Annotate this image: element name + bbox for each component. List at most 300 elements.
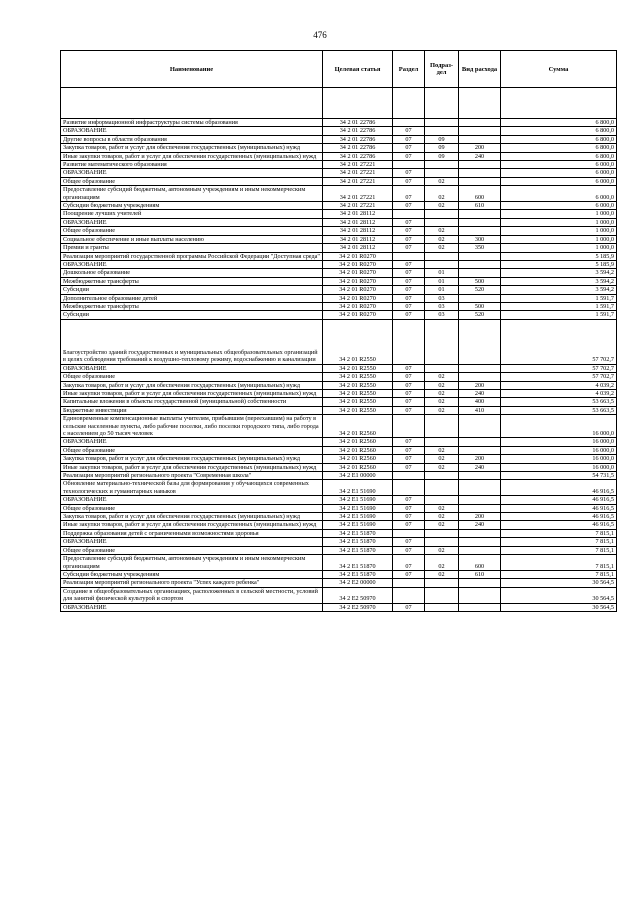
cell-section: 07 — [393, 446, 425, 454]
table-row — [61, 480, 617, 496]
cell-expense-type — [459, 127, 501, 135]
table-row — [61, 529, 617, 537]
table-row — [61, 555, 617, 571]
cell-section: 07 — [393, 144, 425, 152]
cell-amount: 30 564,5 — [501, 587, 617, 603]
cell-section: 07 — [393, 538, 425, 546]
cell-code: 34 2 01 R0270 — [323, 277, 393, 285]
cell-subsection — [425, 538, 459, 546]
cell-subsection: 02 — [425, 446, 459, 454]
cell-subsection: 03 — [425, 294, 459, 302]
cell-expense-type — [459, 538, 501, 546]
cell-code: 34 2 01 R2560 — [323, 446, 393, 454]
cell-subsection: 01 — [425, 277, 459, 285]
cell-subsection: 09 — [425, 135, 459, 143]
cell-amount: 53 663,5 — [501, 398, 617, 406]
cell-subsection: 02 — [425, 244, 459, 252]
cell-subsection: 02 — [425, 398, 459, 406]
cell-amount: 1 000,0 — [501, 235, 617, 243]
cell-amount: 6 000,0 — [501, 169, 617, 177]
cell-name: Иные закупки товаров, работ и услуг для обеспечения государственных (муниципальных) нужд — [61, 152, 323, 160]
table-row — [61, 186, 617, 202]
cell-subsection — [425, 603, 459, 611]
cell-code: 34 2 01 R2560 — [323, 463, 393, 471]
header-name: Наименование — [61, 51, 323, 88]
cell-subsection — [425, 415, 459, 438]
cell-expense-type: 520 — [459, 311, 501, 319]
cell-name: Общее образование — [61, 446, 323, 454]
cell-subsection — [425, 218, 459, 226]
table-row — [61, 144, 617, 152]
cell-subsection: 02 — [425, 373, 459, 381]
cell-section — [393, 415, 425, 438]
cell-name: ОБРАЗОВАНИЕ — [61, 603, 323, 611]
cell-amount: 46 916,5 — [501, 504, 617, 512]
cell-code: 34 2 E1 51690 — [323, 521, 393, 529]
cell-section: 07 — [393, 177, 425, 185]
header-expense-type: Вид расхода — [459, 51, 501, 88]
cell-subsection — [425, 119, 459, 127]
cell-code: 34 2 E1 51870 — [323, 546, 393, 554]
cell-section: 07 — [393, 555, 425, 571]
cell-amount: 16 000,0 — [501, 415, 617, 438]
cell-subsection: 02 — [425, 381, 459, 389]
budget-table — [60, 50, 617, 612]
cell-section: 07 — [393, 570, 425, 578]
cell-subsection: 09 — [425, 152, 459, 160]
cell-code: 34 2 E1 51870 — [323, 538, 393, 546]
cell-subsection: 02 — [425, 513, 459, 521]
cell-subsection: 02 — [425, 227, 459, 235]
table-row — [61, 579, 617, 587]
cell-amount: 16 000,0 — [501, 446, 617, 454]
cell-name: ОБРАЗОВАНИЕ — [61, 260, 323, 268]
cell-expense-type — [459, 210, 501, 218]
cell-expense-type — [459, 135, 501, 143]
cell-section — [393, 119, 425, 127]
table-row — [61, 260, 617, 268]
cell-code: 34 2 01 28112 — [323, 244, 393, 252]
cell-amount: 6 800,0 — [501, 135, 617, 143]
cell-code: 34 2 01 R0270 — [323, 311, 393, 319]
cell-name: Обновление материально-технической базы для формирования у обучающихся современных технологических и гуманитарных навыков — [61, 480, 323, 496]
cell-subsection — [425, 364, 459, 372]
cell-code: 34 2 01 22786 — [323, 119, 393, 127]
cell-subsection — [425, 472, 459, 480]
cell-name: Субсидии — [61, 286, 323, 294]
cell-subsection: 02 — [425, 546, 459, 554]
cell-expense-type: 610 — [459, 202, 501, 210]
table-row — [61, 546, 617, 554]
cell-code: 34 2 01 27221 — [323, 177, 393, 185]
table-row — [61, 381, 617, 389]
table-row — [61, 202, 617, 210]
table-row — [61, 319, 617, 364]
cell-name: Развитие информационной инфраструктуры системы образования — [61, 119, 323, 127]
table-row — [61, 119, 617, 127]
cell-amount: 7 815,1 — [501, 529, 617, 537]
cell-name: Иные закупки товаров, работ и услуг для обеспечения государственных (муниципальных) нужд — [61, 463, 323, 471]
cell-expense-type — [459, 472, 501, 480]
cell-section: 07 — [393, 546, 425, 554]
cell-name: Реализация мероприятий государственной программы Российской Федерации "Доступная среда" — [61, 252, 323, 260]
cell-name: ОБРАЗОВАНИЕ — [61, 496, 323, 504]
cell-section: 07 — [393, 127, 425, 135]
cell-name: Капитальные вложения в объекты государственной (муниципальной) собственности — [61, 398, 323, 406]
table-row — [61, 169, 617, 177]
cell-name: Бюджетные инвестиции — [61, 406, 323, 414]
cell-code: 34 2 01 28112 — [323, 235, 393, 243]
cell-amount: 30 564,5 — [501, 579, 617, 587]
cell-subsection: 09 — [425, 144, 459, 152]
cell-name: ОБРАЗОВАНИЕ — [61, 169, 323, 177]
cell-subsection — [425, 579, 459, 587]
header-code: Целевая статья — [323, 51, 393, 88]
cell-name: Социальное обеспечение и иные выплаты населению — [61, 235, 323, 243]
cell-amount: 6 000,0 — [501, 161, 617, 169]
cell-section: 07 — [393, 244, 425, 252]
cell-expense-type — [459, 373, 501, 381]
cell-section: 07 — [393, 202, 425, 210]
cell-subsection — [425, 127, 459, 135]
cell-expense-type — [459, 446, 501, 454]
cell-code: 34 2 01 R2550 — [323, 319, 393, 364]
cell-code: 34 2 E1 51870 — [323, 555, 393, 571]
cell-subsection — [425, 496, 459, 504]
cell-section: 07 — [393, 311, 425, 319]
cell-name: Другие вопросы в области образования — [61, 135, 323, 143]
cell-name: Общее образование — [61, 373, 323, 381]
cell-subsection: 02 — [425, 521, 459, 529]
table-row — [61, 135, 617, 143]
cell-code: 34 2 01 R2550 — [323, 381, 393, 389]
cell-amount: 57 702,7 — [501, 319, 617, 364]
cell-amount: 1 000,0 — [501, 244, 617, 252]
cell-subsection — [425, 529, 459, 537]
cell-code: 34 2 01 22786 — [323, 152, 393, 160]
cell-code: 34 2 01 27221 — [323, 186, 393, 202]
table-row — [61, 538, 617, 546]
cell-name: Иные закупки товаров, работ и услуг для обеспечения государственных (муниципальных) нужд — [61, 521, 323, 529]
table-row — [61, 513, 617, 521]
cell-expense-type: 600 — [459, 186, 501, 202]
cell-name: Поощрение лучших учителей — [61, 210, 323, 218]
cell-amount: 4 039,2 — [501, 381, 617, 389]
cell-name: Премии и гранты — [61, 244, 323, 252]
table-row — [61, 455, 617, 463]
cell-expense-type — [459, 529, 501, 537]
cell-code: 34 2 E2 50970 — [323, 587, 393, 603]
cell-code: 34 2 E1 51690 — [323, 496, 393, 504]
page-number: 476 — [313, 30, 327, 40]
cell-section: 07 — [393, 504, 425, 512]
cell-subsection: 02 — [425, 570, 459, 578]
cell-amount: 1 591,7 — [501, 294, 617, 302]
table-body — [61, 88, 617, 612]
cell-subsection — [425, 480, 459, 496]
cell-code: 34 2 01 27221 — [323, 169, 393, 177]
cell-subsection — [425, 587, 459, 603]
cell-subsection — [425, 169, 459, 177]
cell-name: Развитие математического образования — [61, 161, 323, 169]
cell-section — [393, 480, 425, 496]
cell-section — [393, 472, 425, 480]
cell-code: 34 2 01 R0270 — [323, 252, 393, 260]
cell-name: Реализация мероприятий регионального проекта "Успех каждого ребенка" — [61, 579, 323, 587]
cell-code: 34 2 01 22786 — [323, 127, 393, 135]
cell-code: 34 2 01 27221 — [323, 161, 393, 169]
cell-subsection: 02 — [425, 202, 459, 210]
table-row — [61, 152, 617, 160]
cell-amount: 16 000,0 — [501, 438, 617, 446]
cell-amount: 4 039,2 — [501, 389, 617, 397]
cell-expense-type — [459, 504, 501, 512]
cell-expense-type: 610 — [459, 570, 501, 578]
cell-amount: 57 702,7 — [501, 364, 617, 372]
table-row — [61, 161, 617, 169]
table-row — [61, 218, 617, 226]
cell-subsection: 03 — [425, 302, 459, 310]
cell-name: Общее образование — [61, 177, 323, 185]
cell-section: 07 — [393, 381, 425, 389]
cell-name: Благоустройство зданий государственных и муниципальных общеобразовательных организаций в целях соблюдения требований к воздушно-тепловому режиму, водоснабжению и канализации — [61, 319, 323, 364]
table-row — [61, 311, 617, 319]
cell-name: ОБРАЗОВАНИЕ — [61, 364, 323, 372]
cell-expense-type: 240 — [459, 521, 501, 529]
table-row — [61, 373, 617, 381]
table-row — [61, 364, 617, 372]
cell-section: 07 — [393, 277, 425, 285]
table-row — [61, 277, 617, 285]
cell-amount: 1 000,0 — [501, 227, 617, 235]
cell-subsection: 02 — [425, 235, 459, 243]
cell-code: 34 2 E1 51690 — [323, 513, 393, 521]
cell-amount: 3 594,2 — [501, 277, 617, 285]
cell-code: 34 2 01 R2550 — [323, 364, 393, 372]
cell-name: Общее образование — [61, 546, 323, 554]
cell-amount: 3 594,2 — [501, 269, 617, 277]
cell-section: 07 — [393, 496, 425, 504]
cell-expense-type — [459, 480, 501, 496]
cell-expense-type — [459, 415, 501, 438]
cell-subsection: 02 — [425, 504, 459, 512]
cell-amount: 6 800,0 — [501, 127, 617, 135]
table-row — [61, 472, 617, 480]
cell-name: Закупка товаров, работ и услуг для обеспечения государственных (муниципальных) нужд — [61, 144, 323, 152]
cell-amount: 16 000,0 — [501, 455, 617, 463]
cell-code: 34 2 01 28112 — [323, 227, 393, 235]
cell-name: Создание в общеобразовательных организациях, расположенных в сельской местности, условий для занятий физической культурой и спортом — [61, 587, 323, 603]
table-row — [61, 244, 617, 252]
cell-code: 34 2 01 R2550 — [323, 398, 393, 406]
table-row — [61, 294, 617, 302]
cell-expense-type — [459, 546, 501, 554]
cell-code: 34 2 01 R0270 — [323, 294, 393, 302]
cell-subsection — [425, 252, 459, 260]
cell-name: Предоставление субсидий бюджетным, автономным учреждениям и иным некоммерческим организациям — [61, 186, 323, 202]
cell-section: 07 — [393, 152, 425, 160]
cell-subsection: 01 — [425, 269, 459, 277]
cell-section — [393, 319, 425, 364]
cell-section: 07 — [393, 269, 425, 277]
cell-section: 07 — [393, 169, 425, 177]
cell-name: Дошкольное образование — [61, 269, 323, 277]
cell-expense-type — [459, 252, 501, 260]
cell-section: 07 — [393, 389, 425, 397]
cell-section: 07 — [393, 218, 425, 226]
cell-name: Предоставление субсидий бюджетным, автономным учреждениям и иным некоммерческим организациям — [61, 555, 323, 571]
table-row — [61, 438, 617, 446]
cell-amount: 6 800,0 — [501, 119, 617, 127]
cell-name: Субсидии бюджетным учреждениям — [61, 570, 323, 578]
cell-section — [393, 252, 425, 260]
cell-expense-type — [459, 269, 501, 277]
cell-code: 34 2 E1 51690 — [323, 480, 393, 496]
cell-expense-type: 240 — [459, 389, 501, 397]
cell-expense-type — [459, 438, 501, 446]
table-row — [61, 269, 617, 277]
cell-expense-type: 240 — [459, 152, 501, 160]
cell-section: 07 — [393, 438, 425, 446]
cell-name: Иные закупки товаров, работ и услуг для обеспечения государственных (муниципальных) нужд — [61, 389, 323, 397]
cell-expense-type: 200 — [459, 455, 501, 463]
cell-section: 07 — [393, 186, 425, 202]
cell-name: Дополнительное образование детей — [61, 294, 323, 302]
cell-amount: 46 916,5 — [501, 496, 617, 504]
cell-name: Реализация мероприятий регионального проекта "Современная школа" — [61, 472, 323, 480]
cell-code: 34 2 E1 51870 — [323, 570, 393, 578]
cell-name: Общее образование — [61, 227, 323, 235]
cell-subsection: 02 — [425, 177, 459, 185]
cell-subsection — [425, 161, 459, 169]
cell-expense-type: 200 — [459, 513, 501, 521]
cell-section: 07 — [393, 398, 425, 406]
cell-amount: 46 916,5 — [501, 513, 617, 521]
header-subsection: Подраз-дел — [425, 51, 459, 88]
cell-name: ОБРАЗОВАНИЕ — [61, 127, 323, 135]
cell-section: 07 — [393, 521, 425, 529]
cell-name: Единовременные компенсационные выплаты учителям, прибывшим (переехавшим) на работу в сельские населенные пункты, либо рабочие поселки, либо поселки городского типа, либо города с населением до 50 тысяч человек — [61, 415, 323, 438]
table-row — [61, 415, 617, 438]
cell-subsection — [425, 210, 459, 218]
cell-section: 07 — [393, 406, 425, 414]
cell-code: 34 2 01 28112 — [323, 218, 393, 226]
cell-section — [393, 579, 425, 587]
table-row — [61, 252, 617, 260]
cell-expense-type: 300 — [459, 235, 501, 243]
cell-subsection: 02 — [425, 389, 459, 397]
cell-amount: 7 815,1 — [501, 555, 617, 571]
cell-expense-type — [459, 319, 501, 364]
cell-section: 07 — [393, 513, 425, 521]
cell-code: 34 2 01 R2550 — [323, 389, 393, 397]
cell-subsection: 02 — [425, 455, 459, 463]
cell-amount: 7 815,1 — [501, 546, 617, 554]
cell-expense-type: 240 — [459, 463, 501, 471]
table-row — [61, 406, 617, 414]
cell-name: Поддержка образования детей с ограниченными возможностями здоровья — [61, 529, 323, 537]
table-row — [61, 587, 617, 603]
cell-section — [393, 587, 425, 603]
header-amount: Сумма — [501, 51, 617, 88]
cell-expense-type — [459, 218, 501, 226]
cell-expense-type — [459, 364, 501, 372]
cell-amount: 1 591,7 — [501, 302, 617, 310]
cell-section: 07 — [393, 286, 425, 294]
cell-amount: 6 800,0 — [501, 144, 617, 152]
cell-section: 07 — [393, 235, 425, 243]
cell-subsection — [425, 319, 459, 364]
cell-section — [393, 210, 425, 218]
cell-amount: 57 702,7 — [501, 373, 617, 381]
cell-expense-type: 350 — [459, 244, 501, 252]
cell-code: 34 2 01 22786 — [323, 144, 393, 152]
cell-code: 34 2 01 R0270 — [323, 302, 393, 310]
cell-amount: 6 000,0 — [501, 177, 617, 185]
cell-subsection: 02 — [425, 186, 459, 202]
cell-expense-type: 200 — [459, 381, 501, 389]
cell-name: Межбюджетные трансферты — [61, 302, 323, 310]
cell-code: 34 2 01 R2550 — [323, 373, 393, 381]
table-row — [61, 463, 617, 471]
cell-section: 07 — [393, 135, 425, 143]
cell-name: Закупка товаров, работ и услуг для обеспечения государственных (муниципальных) нужд — [61, 455, 323, 463]
cell-amount: 30 564,5 — [501, 603, 617, 611]
cell-subsection: 02 — [425, 555, 459, 571]
cell-amount: 7 815,1 — [501, 570, 617, 578]
cell-expense-type — [459, 603, 501, 611]
cell-expense-type — [459, 294, 501, 302]
cell-code: 34 2 01 22786 — [323, 135, 393, 143]
cell-expense-type: 200 — [459, 144, 501, 152]
cell-amount: 6 000,0 — [501, 202, 617, 210]
table-row — [61, 389, 617, 397]
cell-name: ОБРАЗОВАНИЕ — [61, 538, 323, 546]
table-row — [61, 127, 617, 135]
cell-expense-type: 600 — [459, 555, 501, 571]
table-row — [61, 521, 617, 529]
cell-code: 34 2 E2 50970 — [323, 603, 393, 611]
cell-expense-type — [459, 169, 501, 177]
cell-section — [393, 529, 425, 537]
table-row — [61, 302, 617, 310]
cell-subsection — [425, 438, 459, 446]
cell-amount: 5 185,9 — [501, 252, 617, 260]
cell-code: 34 2 01 R0270 — [323, 286, 393, 294]
cell-amount: 1 000,0 — [501, 218, 617, 226]
cell-name: ОБРАЗОВАНИЕ — [61, 218, 323, 226]
cell-name: Субсидии — [61, 311, 323, 319]
cell-expense-type — [459, 579, 501, 587]
table-row — [61, 235, 617, 243]
cell-amount: 3 594,2 — [501, 286, 617, 294]
cell-name: Закупка товаров, работ и услуг для обеспечения государственных (муниципальных) нужд — [61, 513, 323, 521]
cell-code: 34 2 E2 00000 — [323, 579, 393, 587]
cell-section: 07 — [393, 373, 425, 381]
header-section: Раздел — [393, 51, 425, 88]
cell-amount: 53 663,5 — [501, 406, 617, 414]
cell-expense-type: 400 — [459, 398, 501, 406]
cell-expense-type — [459, 227, 501, 235]
table-row — [61, 286, 617, 294]
cell-name: Субсидии бюджетным учреждениям — [61, 202, 323, 210]
cell-section: 07 — [393, 364, 425, 372]
cell-subsection: 03 — [425, 311, 459, 319]
cell-code: 34 2 01 R2560 — [323, 438, 393, 446]
table-header — [61, 51, 617, 88]
table-row — [61, 177, 617, 185]
cell-code: 34 2 E1 00000 — [323, 472, 393, 480]
